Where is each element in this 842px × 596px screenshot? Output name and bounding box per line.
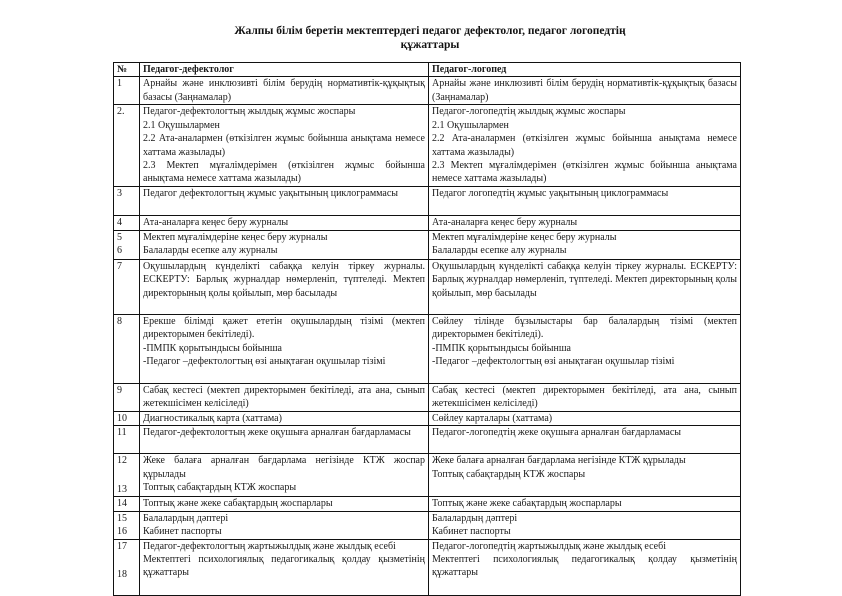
table-row bbox=[114, 497, 741, 511]
title-line-1: Жалпы білім беретін мектептердегі педагог дефектолог, педагог логопедтің bbox=[234, 25, 626, 37]
table-row bbox=[114, 314, 741, 383]
row-number bbox=[114, 511, 140, 539]
cell-text-line: Кабинет паспорты bbox=[143, 526, 222, 538]
cell-text-line: -ПМПК қорытындысы бойынша bbox=[432, 342, 571, 354]
defectologist-cell bbox=[140, 454, 429, 497]
defectologist-cell bbox=[140, 411, 429, 425]
table-row bbox=[114, 187, 741, 216]
cell-text-line: Педагог логопедтің жұмыс уақытының циклограммасы bbox=[432, 188, 669, 200]
row-number bbox=[114, 230, 140, 259]
defectologist-cell bbox=[140, 383, 429, 411]
row-number-text: 8 bbox=[117, 315, 122, 327]
defectologist-cell bbox=[140, 497, 429, 511]
documents-table bbox=[113, 62, 741, 596]
speech-therapist-cell bbox=[429, 259, 741, 314]
cell-text-line: Жеке балаға арналған бағдарлама негізінде КТЖ жоспар құрылады bbox=[143, 455, 425, 480]
cell-text-line: Арнайы және инклюзивті білім берудің нормативтік-құқықтық базасы (Заңнамалар) bbox=[143, 78, 425, 103]
row-number-text: 13 bbox=[117, 483, 127, 495]
header-defectologist: Педагог-дефектолог bbox=[140, 63, 429, 77]
cell-text-line: Сөйлеу тілінде бұзылыстары бар балалардың тізімі (мектеп директорымен бекітіледі). bbox=[432, 315, 737, 341]
header-number: № bbox=[114, 63, 140, 77]
row-number-text: 5 bbox=[117, 231, 122, 243]
cell-text-line: -Педагог –дефектологтың өзі анықтаған оқушылар тізімі bbox=[143, 356, 386, 368]
row-number-text: 18 bbox=[117, 569, 127, 581]
table-row bbox=[114, 411, 741, 425]
cell-text-line: Сабақ кестесі (мектеп директорымен бекітіледі, ата ана, сынып жетекшісімен келісіледі) bbox=[143, 384, 425, 410]
row-number-text: 12 bbox=[117, 455, 127, 467]
speech-therapist-cell bbox=[429, 454, 741, 497]
row-number bbox=[114, 411, 140, 425]
cell-text-line: 2.2 Ата-аналармен (өткізілген жұмыс бойынша анықтама немесе хаттама жазылады) bbox=[143, 133, 425, 158]
cell-text-line: Топтық және жеке сабақтардың жоспарлары bbox=[432, 498, 622, 510]
cell-text-line: Мектеп мұғалімдеріне кеңес беру журналы bbox=[143, 231, 328, 243]
speech-therapist-cell bbox=[429, 77, 741, 105]
row-number bbox=[114, 454, 140, 497]
speech-therapist-cell bbox=[429, 497, 741, 511]
row-number bbox=[114, 216, 140, 230]
cell-text-line: Ата-аналарға кеңес беру журналы bbox=[432, 217, 578, 229]
speech-therapist-cell bbox=[429, 411, 741, 425]
row-number-text: 3 bbox=[117, 188, 122, 200]
cell-text-line: Мектептегі психологиялық педагогикалық қолдау қызметінің құжаттары bbox=[143, 554, 425, 579]
table-row bbox=[114, 539, 741, 595]
cell-text-line: Балалардың дәптері bbox=[432, 512, 518, 524]
speech-therapist-cell bbox=[429, 105, 741, 187]
cell-text-line: Педагог-дефектологтың жартыжылдық және жылдық есебі bbox=[143, 540, 396, 552]
row-number-text: 2. bbox=[117, 106, 125, 118]
row-number bbox=[114, 383, 140, 411]
row-number-text: 15 bbox=[117, 512, 127, 524]
table-row bbox=[114, 77, 741, 105]
defectologist-cell bbox=[140, 314, 429, 383]
cell-text-line: 2.3 Мектеп мұғалімдерімен (өткізілген жұмыс бойынша анықтама немесе хаттама жазылады) bbox=[143, 160, 425, 185]
row-number bbox=[114, 77, 140, 105]
row-number-text: 16 bbox=[117, 526, 127, 538]
defectologist-cell bbox=[140, 187, 429, 216]
row-number-text: 11 bbox=[117, 427, 127, 439]
cell-text-line: Ерекше білімді қажет ететін оқушылардың тізімі (мектеп директорымен бекітіледі). bbox=[143, 315, 425, 341]
row-number-text: 17 bbox=[117, 540, 127, 552]
cell-text-line: Мектептегі психологиялық педагогикалық қолдау қызметінің құжаттары bbox=[432, 554, 737, 579]
cell-text-line: Ата-аналарға кеңес беру журналы bbox=[143, 217, 289, 229]
speech-therapist-cell bbox=[429, 426, 741, 454]
row-number-text: 1 bbox=[117, 78, 122, 90]
cell-text-line: Педагог-дефектологтың жеке оқушыға арналған бағдарламасы bbox=[143, 427, 411, 439]
speech-therapist-cell bbox=[429, 539, 741, 595]
cell-text-line: Педагог-дефектологтың жылдық жұмыс жоспары bbox=[143, 106, 356, 118]
cell-text-line: Балаларды есепке алу журналы bbox=[143, 245, 278, 257]
row-number bbox=[114, 259, 140, 314]
cell-text-line: Сабақ кестесі (мектеп директорымен бекітіледі, ата ана, сынып жетекшісімен келісіледі) bbox=[432, 384, 737, 410]
cell-text-line: 2.3 Мектеп мұғалімдерімен (өткізілген жұмыс бойынша анықтама немесе хаттама жазылады) bbox=[432, 160, 737, 185]
row-number-text: 9 bbox=[117, 384, 122, 396]
cell-text-line: 2.1 Оқушылармен bbox=[432, 119, 509, 131]
defectologist-cell bbox=[140, 216, 429, 230]
cell-text-line: Оқушылардың күнделікті сабаққа келуін тіркеу журналы. ЕСКЕРТУ: Барлық журналдар нөмерленіп, түптеледі. Мектеп директорының қолы қойылып, мөр басылады bbox=[432, 260, 737, 299]
cell-text-line: Педагог-логопедтің жылдық жұмыс жоспары bbox=[432, 106, 626, 118]
table-row bbox=[114, 511, 741, 539]
row-number-text: 7 bbox=[117, 260, 122, 272]
row-number-text: 14 bbox=[117, 498, 127, 510]
cell-text-line: Оқушылардың күнделікті сабаққа келуін тіркеу журналы. ЕСКЕРТУ: Барлық журналдар нөмерленіп, түптеледі. Мектеп директорының қолы қойылып, мөр басылады bbox=[143, 260, 425, 299]
cell-text-line: Топтық сабақтардың КТЖ жоспары bbox=[432, 468, 586, 480]
cell-text-line: 2.1 Оқушылармен bbox=[143, 119, 220, 131]
header-speech-therapist: Педагог-логопед bbox=[429, 63, 741, 77]
defectologist-cell bbox=[140, 77, 429, 105]
cell-text-line: Арнайы және инклюзивті білім берудің нормативтік-құқықтық базасы (Заңнамалар) bbox=[432, 78, 737, 103]
cell-text-line: Жеке балаға арналған бағдарлама негізінде КТЖ құрылады bbox=[432, 455, 686, 467]
row-number bbox=[114, 539, 140, 595]
row-number bbox=[114, 314, 140, 383]
defectologist-cell bbox=[140, 426, 429, 454]
cell-text-line: -Педагог –дефектологтың өзі анықтаған оқушылар тізімі bbox=[432, 356, 675, 368]
cell-text-line: -ПМПК қорытындысы бойынша bbox=[143, 342, 282, 354]
speech-therapist-cell bbox=[429, 187, 741, 216]
cell-text-line: Кабинет паспорты bbox=[432, 526, 511, 538]
defectologist-cell bbox=[140, 259, 429, 314]
cell-text-line: Топтық сабақтардың КТЖ жоспары bbox=[143, 482, 297, 494]
cell-text-line: Балаларды есепке алу журналы bbox=[432, 245, 567, 257]
row-number bbox=[114, 187, 140, 216]
cell-text-line: 2.2 Ата-аналармен (өткізілген жұмыс бойынша анықтама немесе хаттама жазылады) bbox=[432, 133, 737, 158]
row-number-text: 6 bbox=[117, 245, 122, 257]
speech-therapist-cell bbox=[429, 216, 741, 230]
cell-text-line: Педагог-логопедтің жартыжылдық және жылдық есебі bbox=[432, 540, 666, 552]
speech-therapist-cell bbox=[429, 230, 741, 259]
table-row bbox=[114, 216, 741, 230]
speech-therapist-cell bbox=[429, 511, 741, 539]
row-number bbox=[114, 497, 140, 511]
table-row bbox=[114, 259, 741, 314]
cell-text-line: Педагог дефектологтың жұмыс уақытының циклограммасы bbox=[143, 188, 399, 200]
table-row bbox=[114, 105, 741, 187]
defectologist-cell bbox=[140, 539, 429, 595]
table-row bbox=[114, 383, 741, 411]
document-title bbox=[150, 24, 710, 52]
speech-therapist-cell bbox=[429, 314, 741, 383]
row-number bbox=[114, 426, 140, 454]
row-number-text: 10 bbox=[117, 412, 127, 424]
cell-text-line: Мектеп мұғалімдеріне кеңес беру журналы bbox=[432, 231, 617, 243]
cell-text-line: Педагог-логопедтің жеке оқушыға арналған бағдарламасы bbox=[432, 427, 682, 439]
table-row bbox=[114, 426, 741, 454]
cell-text-line: Топтық және жеке сабақтардың жоспарлары bbox=[143, 498, 333, 510]
defectologist-cell bbox=[140, 511, 429, 539]
cell-text-line: Сөйлеу карталары (хаттама) bbox=[432, 412, 553, 424]
speech-therapist-cell bbox=[429, 383, 741, 411]
cell-text-line: Балалардың дәптері bbox=[143, 512, 229, 524]
table-row bbox=[114, 230, 741, 259]
table-row bbox=[114, 454, 741, 497]
defectologist-cell bbox=[140, 105, 429, 187]
defectologist-cell bbox=[140, 230, 429, 259]
table-header-row bbox=[114, 63, 741, 77]
row-number bbox=[114, 105, 140, 187]
title-line-2: құжаттары bbox=[400, 39, 460, 51]
cell-text-line: Диагностикалық карта (хаттама) bbox=[143, 412, 282, 424]
row-number-text: 4 bbox=[117, 217, 122, 229]
